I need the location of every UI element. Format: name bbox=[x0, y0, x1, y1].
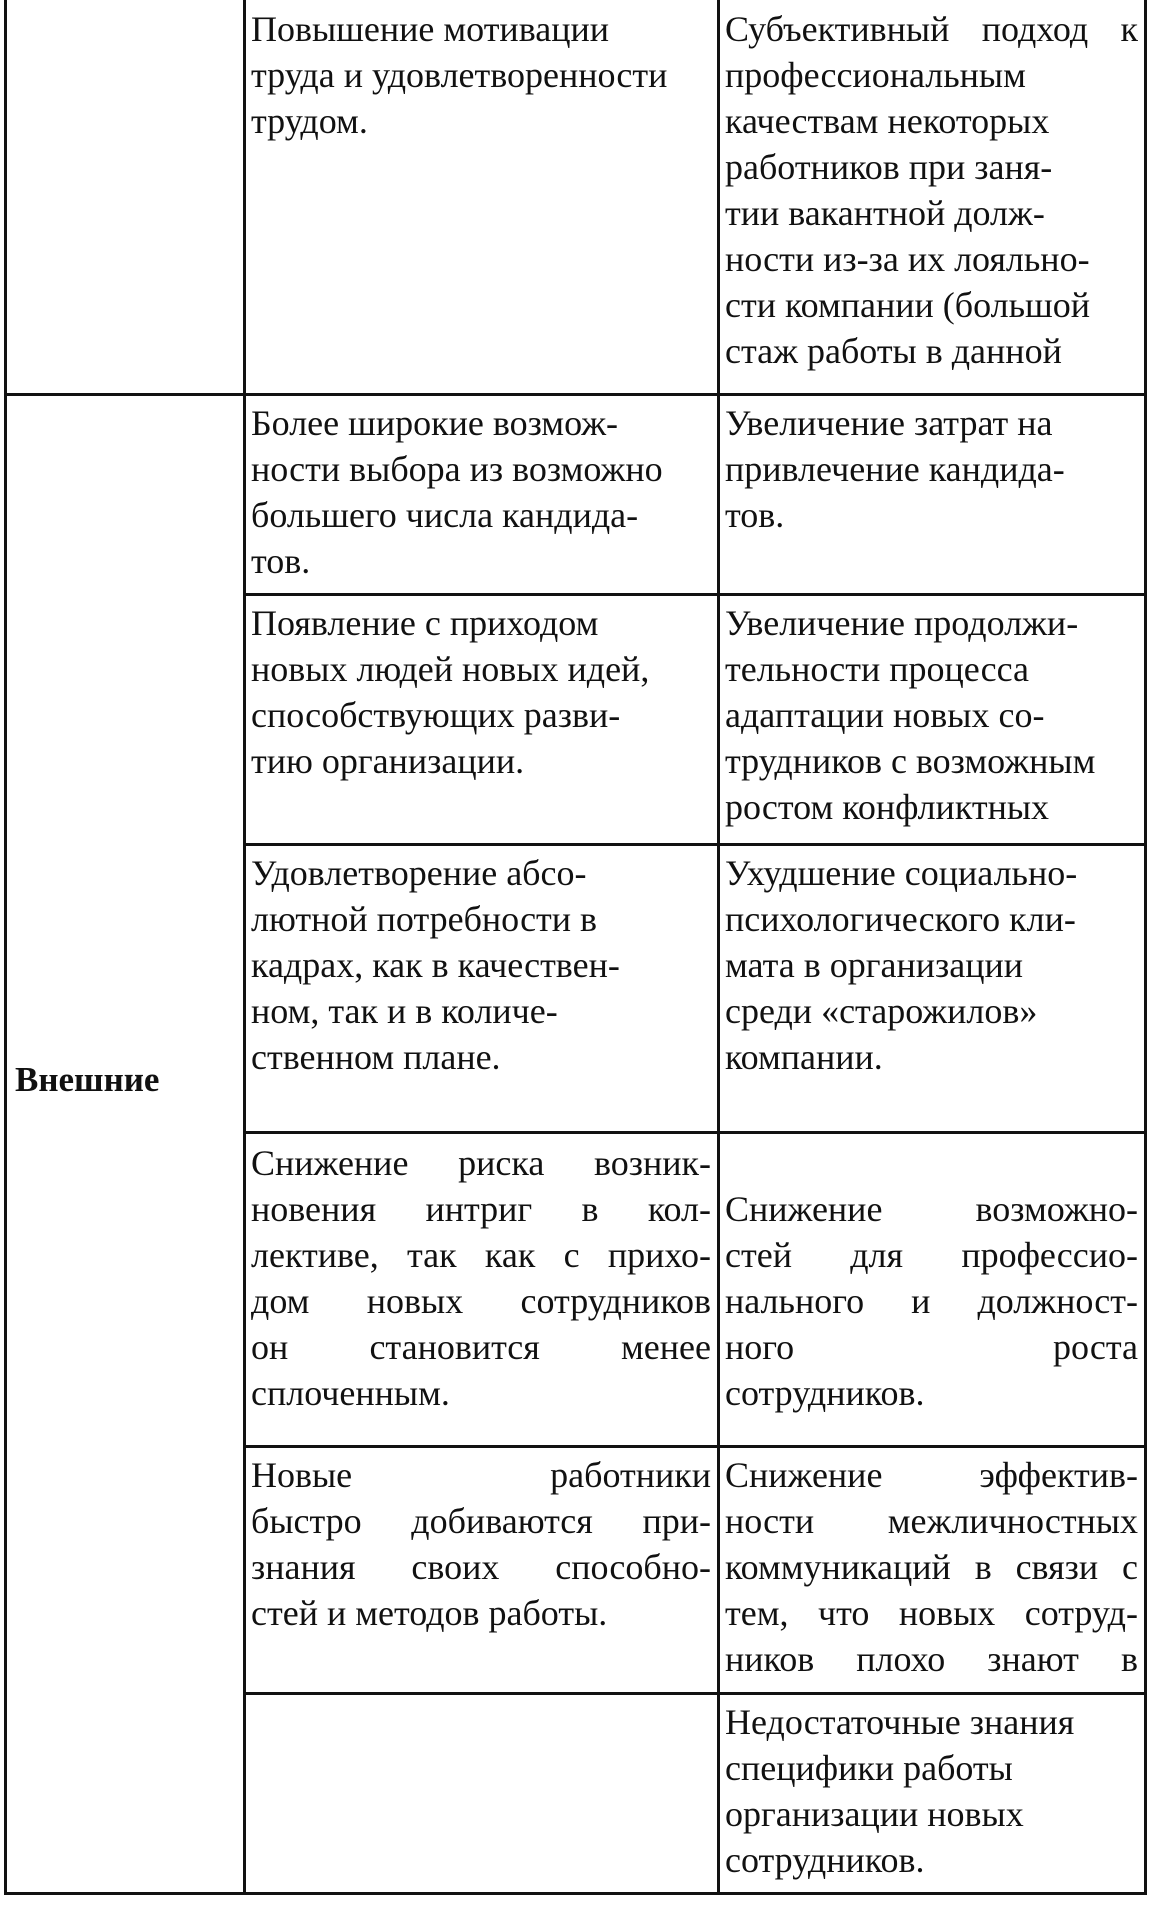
word: новения bbox=[251, 1189, 377, 1229]
cell-text-line: компании. bbox=[725, 1037, 883, 1077]
row-disadvantage-cell bbox=[725, 846, 1138, 1131]
word: Субъективный bbox=[725, 9, 950, 49]
word: должност- bbox=[977, 1281, 1138, 1321]
cell-text-line bbox=[251, 1278, 711, 1324]
cell-text-line: труда и удовлетворенности bbox=[251, 55, 668, 95]
word: с bbox=[563, 1235, 580, 1275]
word: при- bbox=[642, 1501, 711, 1541]
cell-text-line: Ухудшение социально- bbox=[725, 853, 1078, 893]
table-right-border bbox=[1144, 0, 1147, 1895]
cell-text-line bbox=[251, 1140, 711, 1186]
cell-text-line: стей и методов работы. bbox=[251, 1593, 608, 1633]
cell-text-line: Удовлетворение абсо- bbox=[251, 853, 587, 893]
cell-text-line bbox=[725, 1186, 1138, 1232]
word: быстро bbox=[251, 1501, 362, 1541]
word: к bbox=[1120, 9, 1138, 49]
cell-text-line: сплоченным. bbox=[251, 1373, 450, 1413]
word: прихо- bbox=[607, 1235, 711, 1275]
row-advantage-cell bbox=[251, 596, 711, 843]
word: знают bbox=[987, 1639, 1079, 1679]
cell-text-line: ности выбора из возможно bbox=[251, 449, 663, 489]
word: своих bbox=[411, 1547, 500, 1587]
row-advantage-cell bbox=[251, 846, 711, 1131]
cell-text-line: кадрах, как в качествен- bbox=[251, 945, 620, 985]
cell-text-line: сотрудников. bbox=[725, 1840, 925, 1880]
cell-text-line: стаж работы в данной bbox=[725, 331, 1062, 371]
cell-text-line bbox=[251, 1544, 711, 1590]
table-left-border bbox=[4, 0, 7, 1895]
cell-text-line: трудом. bbox=[251, 101, 368, 141]
word: подход bbox=[981, 9, 1089, 49]
word: Снижение bbox=[725, 1455, 883, 1495]
table-col1-divider bbox=[243, 0, 246, 1895]
cell-text-line: Увеличение продолжи- bbox=[725, 603, 1079, 643]
cell-text-line bbox=[251, 1232, 711, 1278]
row-disadvantage-cell bbox=[725, 1134, 1138, 1445]
cell-text-line: тов. bbox=[725, 495, 785, 535]
cell-text-line: новых людей новых идей, bbox=[251, 649, 650, 689]
word: коммуникаций bbox=[725, 1547, 951, 1587]
cell-text-line bbox=[725, 1544, 1138, 1590]
cell-text-line: сотрудников. bbox=[725, 1373, 925, 1413]
word: новых bbox=[898, 1593, 996, 1633]
word: менее bbox=[621, 1327, 711, 1367]
row-disadvantage-cell bbox=[725, 1695, 1138, 1892]
word: ного bbox=[725, 1327, 795, 1367]
cell-text-line: Увеличение затрат на bbox=[725, 403, 1053, 443]
cell-text-line bbox=[251, 1186, 711, 1232]
cell-text-line: специфики работы bbox=[725, 1748, 1013, 1788]
word: возник- bbox=[594, 1143, 711, 1183]
word: он bbox=[251, 1327, 289, 1367]
word: эффектив- bbox=[979, 1455, 1138, 1495]
word: становится bbox=[369, 1327, 540, 1367]
group-label-external: Внешние bbox=[15, 1060, 160, 1099]
table-bottom-border bbox=[4, 1892, 1147, 1895]
cell-text-line: тельности процесса bbox=[725, 649, 1030, 689]
cell-text-line: адаптации новых со- bbox=[725, 695, 1045, 735]
word: работники bbox=[550, 1455, 711, 1495]
cell-text-line: ном, так и в количе- bbox=[251, 991, 558, 1031]
word: способно- bbox=[555, 1547, 711, 1587]
word: профессио- bbox=[961, 1235, 1138, 1275]
cell-text-line: качествам некоторых bbox=[725, 101, 1050, 141]
cell-text-line: лютной потребности в bbox=[251, 899, 598, 939]
word: и bbox=[911, 1281, 931, 1321]
cell-text-line bbox=[725, 1324, 1138, 1370]
word: Новые bbox=[251, 1455, 353, 1495]
row-disadvantage-cell bbox=[725, 596, 1138, 843]
cell-text-line: Повышение мотивации bbox=[251, 9, 609, 49]
word: Снижение bbox=[725, 1189, 883, 1229]
cell-text-line bbox=[725, 1278, 1138, 1324]
word: ников bbox=[725, 1639, 815, 1679]
row-advantage-cell bbox=[251, 1448, 711, 1692]
cell-text-line: большего числа кандида- bbox=[251, 495, 639, 535]
cell-text-line: психологического кли- bbox=[725, 899, 1076, 939]
word: с bbox=[1122, 1547, 1138, 1587]
row-advantage-cell bbox=[251, 396, 711, 593]
row-advantage-cell bbox=[251, 1134, 711, 1445]
word: добиваются bbox=[411, 1501, 593, 1541]
word: стей bbox=[725, 1235, 792, 1275]
word: ности bbox=[725, 1501, 815, 1541]
cell-text-line: профессиональным bbox=[725, 55, 1026, 95]
word: плохо bbox=[856, 1639, 946, 1679]
cell-text-line: ственном плане. bbox=[251, 1037, 501, 1077]
word: дом bbox=[251, 1281, 310, 1321]
cell-text-line: Более широкие возмож- bbox=[251, 403, 619, 443]
word: межличностных bbox=[887, 1501, 1138, 1541]
cell-text-line: тию организации. bbox=[251, 741, 525, 781]
cell-text-line: мата в организации bbox=[725, 945, 1024, 985]
cell-text-line: Недостаточные знания bbox=[725, 1702, 1075, 1742]
word: интриг bbox=[425, 1189, 533, 1229]
cell-text-line: работников при заня- bbox=[725, 147, 1053, 187]
cell-text-line bbox=[725, 1636, 1138, 1682]
cell-text-line: трудников с возможным bbox=[725, 741, 1096, 781]
cell-text-line: организации новых bbox=[725, 1794, 1024, 1834]
cell-text-line: Появление с приходом bbox=[251, 603, 599, 643]
word: роста bbox=[1052, 1327, 1138, 1367]
row-advantage-cell bbox=[251, 1695, 711, 1892]
word: новых bbox=[366, 1281, 464, 1321]
word: в bbox=[581, 1189, 599, 1229]
word: в bbox=[1120, 1639, 1138, 1679]
word: возможно- bbox=[975, 1189, 1138, 1229]
top-row-disadvantage-cell bbox=[725, 0, 1138, 393]
word: как bbox=[484, 1235, 536, 1275]
word: в bbox=[974, 1547, 992, 1587]
cell-text-line: ростом конфликтных bbox=[725, 787, 1050, 827]
word: кол- bbox=[647, 1189, 711, 1229]
cell-text-line bbox=[251, 1452, 711, 1498]
word: сотруд- bbox=[1024, 1593, 1138, 1633]
word: Снижение bbox=[251, 1143, 409, 1183]
row-disadvantage-cell bbox=[725, 396, 1138, 593]
cell-text-line: сти компании (большой bbox=[725, 285, 1090, 325]
cell-text-line bbox=[725, 6, 1138, 52]
word: знания bbox=[251, 1547, 356, 1587]
cell-text-line bbox=[725, 1590, 1138, 1636]
word: риска bbox=[458, 1143, 545, 1183]
word: для bbox=[850, 1235, 904, 1275]
word: так bbox=[407, 1235, 457, 1275]
cell-text-line bbox=[251, 1324, 711, 1370]
cell-text-line: ности из-за их лояльно- bbox=[725, 239, 1090, 279]
cell-text-line bbox=[725, 1498, 1138, 1544]
cell-text-line bbox=[725, 1232, 1138, 1278]
word: тем, bbox=[725, 1593, 789, 1633]
word: связи bbox=[1015, 1547, 1099, 1587]
word: лективе, bbox=[251, 1235, 379, 1275]
table-col2-divider bbox=[717, 0, 720, 1895]
word: сотрудников bbox=[520, 1281, 711, 1321]
cell-text-line: привлечение кандида- bbox=[725, 449, 1065, 489]
cell-text-line bbox=[251, 1498, 711, 1544]
cell-text-line bbox=[725, 1452, 1138, 1498]
word: нального bbox=[725, 1281, 865, 1321]
top-row-advantage-cell bbox=[251, 0, 711, 393]
cell-text-line: тов. bbox=[251, 541, 311, 581]
cell-text-line: тии вакантной долж- bbox=[725, 193, 1045, 233]
row-disadvantage-cell bbox=[725, 1448, 1138, 1692]
word: что bbox=[817, 1593, 870, 1633]
cell-text-line: способствующих разви- bbox=[251, 695, 621, 735]
cell-text-line: среди «старожилов» bbox=[725, 991, 1038, 1031]
